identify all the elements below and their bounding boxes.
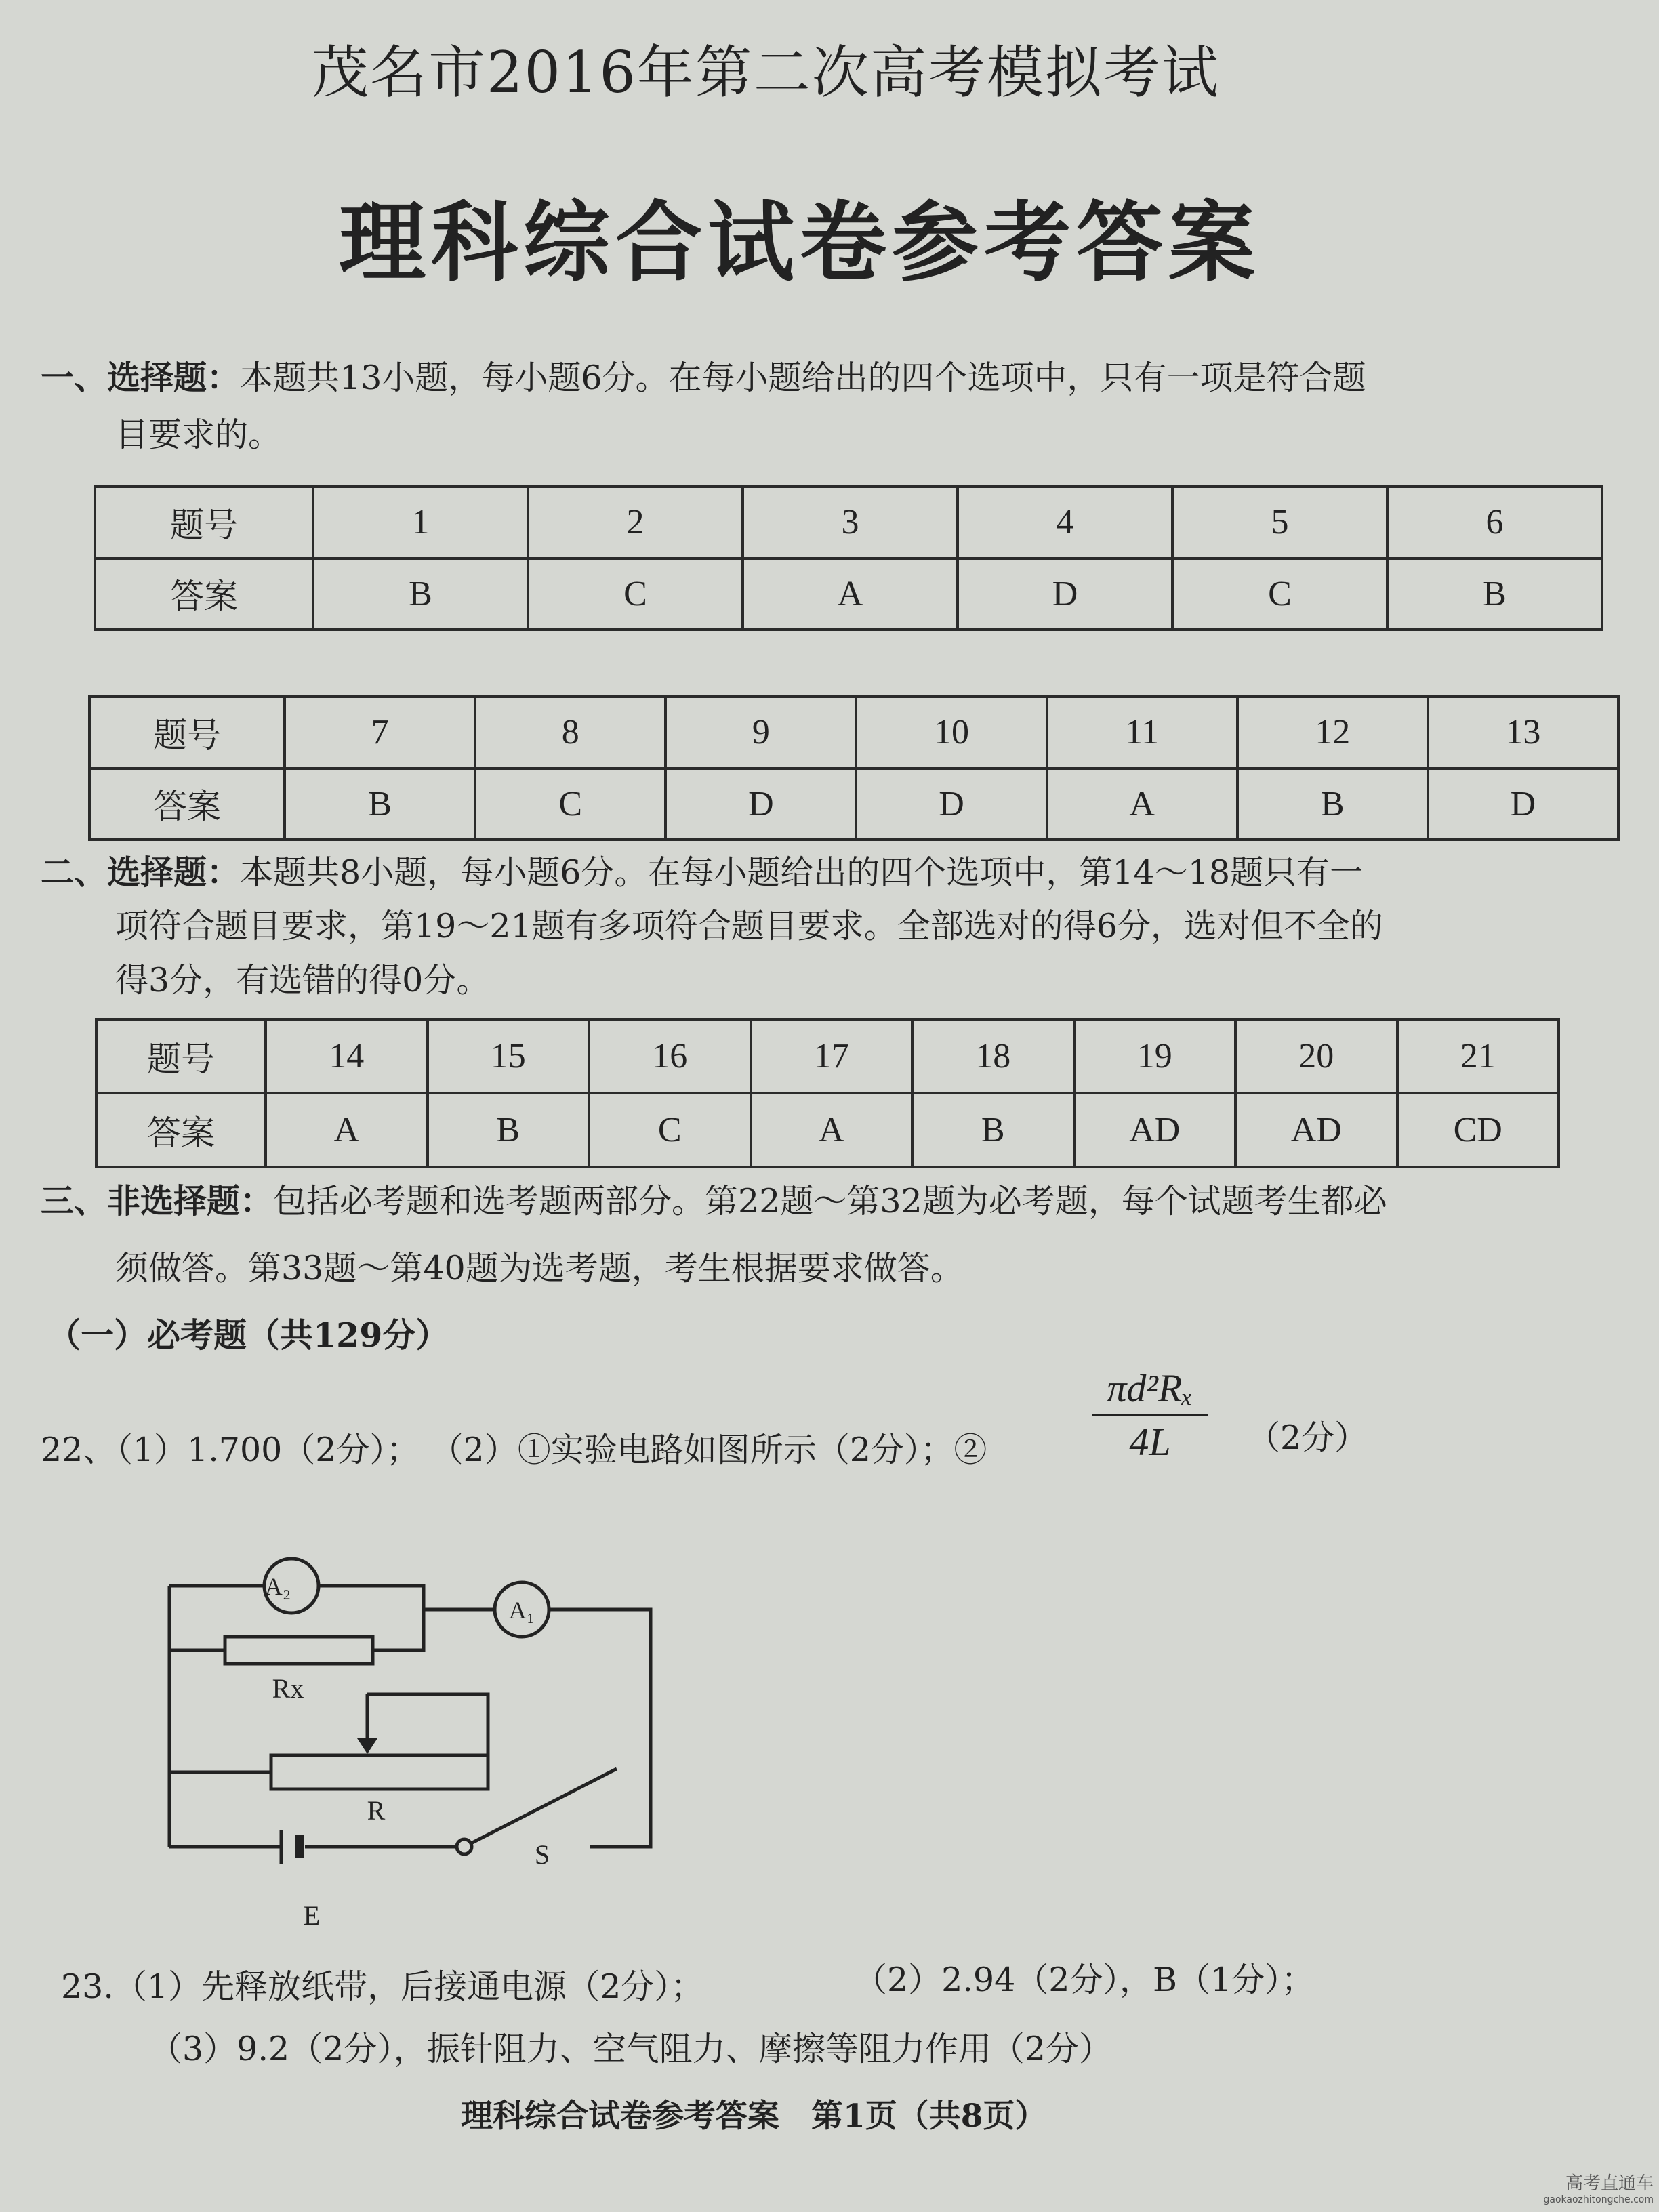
question-number: 4 [958,487,1172,558]
answer-cell: C [589,1093,751,1167]
answer-cell: CD [1397,1093,1559,1167]
answer-cell: C [1172,558,1387,630]
answer-cell: A [266,1093,428,1167]
question-number: 16 [589,1019,751,1093]
table-row [96,1019,1559,1093]
section2-line1 [41,844,1363,901]
section1-line2: 目要求的。 [115,415,282,454]
answer-cell: C [528,558,743,630]
formula-numerator: πd²Rₓ [1092,1366,1208,1416]
rheostat-r-label: R [367,1795,386,1826]
slider-arrow-icon [357,1738,377,1754]
ammeter-a1-label: A₁ [508,1597,535,1624]
question-number: 1 [313,487,528,558]
q22-text: 22、（1）1.700（2分）； （2）①实验电路如图所示（2分）；② [41,1431,987,1469]
question-number: 14 [266,1019,428,1093]
section1-line1 [41,349,1366,407]
q23-part2: （2）2.94（2分），B（1分）； [854,1961,1315,1999]
table-answer-label: 答案 [95,558,313,630]
ammeter-a2-label: A₂ [264,1573,291,1600]
table-header-label: 题号 [95,487,313,558]
answer-cell: D [665,769,856,840]
section3-lead: 三、非选择题： [41,1181,274,1221]
exam-title: 茂名市2016年第二次高考模拟考试 [312,39,1220,106]
question-number: 19 [1074,1019,1236,1093]
question-number: 20 [1235,1019,1397,1093]
answer-cell: D [856,769,1046,840]
question-number: 3 [743,487,958,558]
question-number: 12 [1237,697,1428,769]
q23-part1: 23.（1）先释放纸带，后接通电源（2分）； [61,1967,704,2006]
resistor-rx-label: Rx [272,1673,304,1704]
answer-table-2 [88,695,1620,841]
question-number: 7 [285,697,475,769]
question-number: 6 [1387,487,1602,558]
question-number: 11 [1047,697,1237,769]
table-answer-label: 答案 [96,1093,266,1167]
answer-cell: A [751,1093,913,1167]
section2-line3: 得3分，有选错的得0分。 [115,961,490,1000]
answer-cell: A [1047,769,1237,840]
answer-cell: AD [1074,1093,1236,1167]
question-number: 10 [856,697,1046,769]
resistor-rx-icon [225,1637,373,1664]
answer-table-1 [94,485,1603,631]
table-row [95,558,1602,630]
slider-connection [367,1694,488,1708]
answer-cell: B [428,1093,590,1167]
q22-score: （2分） [1247,1418,1368,1457]
question-number: 15 [428,1019,590,1093]
subsection-heading: （一）必考题（共129分） [47,1315,449,1355]
table-answer-label: 答案 [89,769,285,840]
rheostat-r-icon [271,1755,488,1789]
section3-text1: 包括必考题和选考题两部分。第22题～第32题为必考题，每个试题考生都必 [273,1182,1387,1221]
circuit-diagram [149,1532,678,1938]
question-number: 5 [1172,487,1387,558]
answer-cell: C [475,769,665,840]
page-footer: 理科综合试卷参考答案 第1页（共8页） [461,2097,1047,2135]
answer-cell: B [285,769,475,840]
question-number: 13 [1428,697,1618,769]
table-row [89,697,1618,769]
table-row [95,487,1602,558]
section3-line2: 须做答。第33题～第40题为选考题，考生根据要求做答。 [115,1249,964,1288]
question-number: 2 [528,487,743,558]
table-header-label: 题号 [96,1019,266,1093]
section3-line1 [41,1172,1387,1230]
switch-s-label: S [534,1839,550,1870]
question-number: 9 [665,697,856,769]
answer-key-heading: 理科综合试卷参考答案 [339,192,1261,293]
section2-line2: 项符合题目要求，第19～21题有多项符合题目要求。全部选对的得6分，选对但不全的 [115,907,1383,945]
watermark-name: 高考直通车 [1565,2173,1654,2194]
answer-cell: D [958,558,1172,630]
answer-cell: D [1428,769,1618,840]
question-number: 8 [475,697,665,769]
answer-cell: A [743,558,958,630]
battery-e-label: E [303,1900,321,1931]
answer-cell: AD [1235,1093,1397,1167]
switch-contact-icon [457,1839,472,1854]
section1-text1: 本题共13小题，每小题6分。在每小题给出的四个选项中，只有一项是符合题 [240,359,1366,397]
answer-cell: B [1237,769,1428,840]
q22-formula [1092,1366,1208,1465]
section1-lead: 一、选择题： [41,358,241,397]
answer-cell: B [912,1093,1074,1167]
watermark-url: gaokaozhitongche.com [1543,2194,1654,2205]
table-row [96,1093,1559,1167]
question-number: 17 [751,1019,913,1093]
question-number: 21 [1397,1019,1559,1093]
watermark-logo [1544,2169,1654,2205]
section2-text1: 本题共8小题，每小题6分。在每小题给出的四个选项中，第14～18题只有一 [240,853,1364,892]
table-header-label: 题号 [89,697,285,769]
formula-denominator: 4L [1129,1420,1171,1464]
answer-table-3 [95,1018,1560,1168]
q23-part3: （3）9.2（2分），振针阻力、空气阻力、摩擦等阻力作用（2分） [149,2030,1112,2068]
answer-cell: B [1387,558,1602,630]
section2-lead: 二、选择题： [41,853,241,892]
answer-cell: B [313,558,528,630]
question-number: 18 [912,1019,1074,1093]
table-row [89,769,1618,840]
